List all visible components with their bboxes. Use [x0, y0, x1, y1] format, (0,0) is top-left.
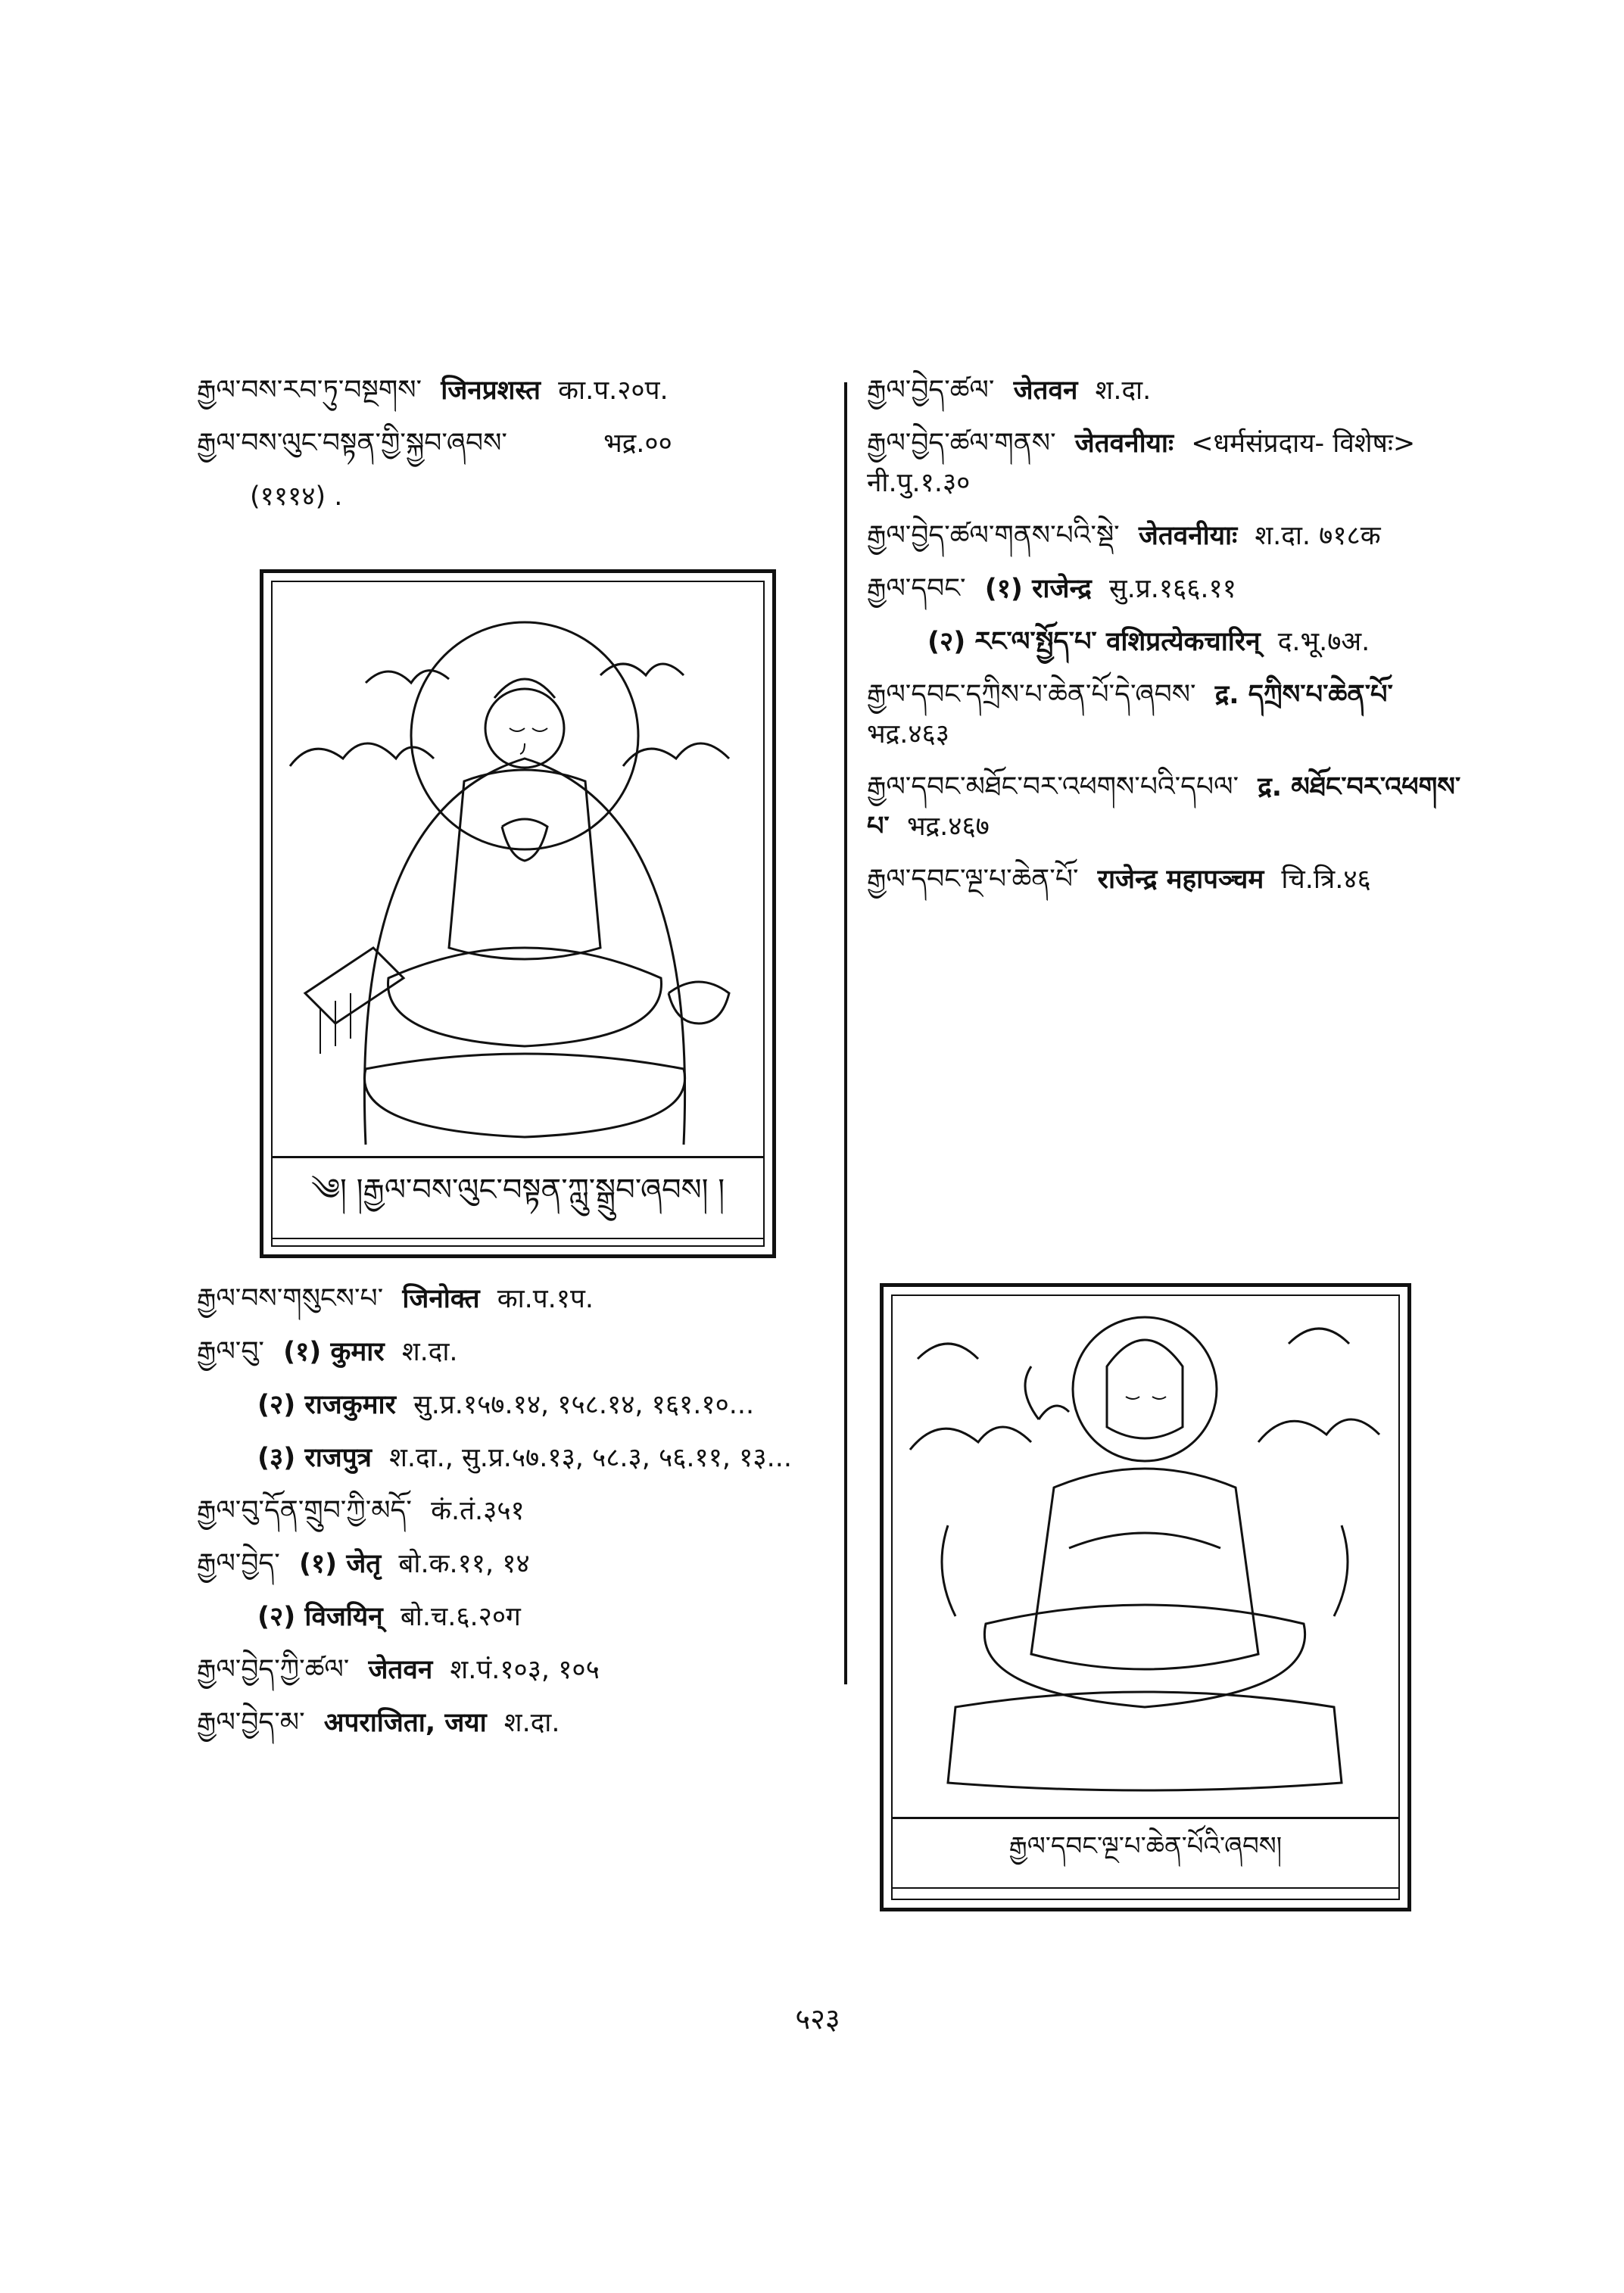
tibetan-headword: རྒྱལ་བྱེད་ཚལ་གནས་པའི་སྡེ་: [867, 520, 1120, 551]
entry-left-2: [197, 424, 833, 463]
reference: श.दा. ७१८क: [1255, 521, 1381, 551]
sanskrit-equivalent: (१) राजेन्द्र: [984, 574, 1092, 604]
reference: श.पं.१०३, १०५: [450, 1655, 600, 1685]
entry-left-4: [197, 1279, 833, 1319]
entry-right-2: [867, 424, 1488, 503]
reference: बो.च.६.२०ग: [400, 1602, 521, 1632]
figure-caption: [891, 1817, 1400, 1889]
deity-illustration: [895, 1298, 1395, 1813]
entry-left-1: [197, 371, 833, 410]
reference: श.दा.: [503, 1708, 560, 1738]
reference: श.दा.: [1095, 375, 1152, 406]
tibetan-headword: རྒྱལ་བྱེད་ཀྱི་ཚལ་: [197, 1654, 350, 1685]
tibetan-headword: རྒྱལ་བྱེད་ཚལ་: [867, 375, 995, 406]
figure-dalai-lama: [880, 1283, 1411, 1911]
sanskrit-equivalent: द्र. མཐོང་བར་འཕགས་པ་: [867, 772, 1461, 842]
sanskrit-equivalent: जेतवनीयाः: [1074, 428, 1174, 459]
reference: भद्र.४६७: [906, 812, 990, 842]
sanskrit-equivalent: अपराजिता, जया: [323, 1708, 487, 1738]
sanskrit-equivalent: जेतवन: [368, 1655, 433, 1685]
entry-right-3: [867, 516, 1488, 556]
figure-nagarjuna: [260, 569, 776, 1258]
sanskrit-equivalent: जेतवनीयाः: [1138, 521, 1238, 551]
entry-right-1: [867, 371, 1488, 410]
left-column: [197, 371, 833, 530]
entry-left-8: [197, 1491, 833, 1531]
page-number: ५२३: [795, 2002, 840, 2036]
entry-right-4: [867, 569, 1488, 609]
reference: भद्र.४६३: [867, 719, 949, 749]
reference: श.दा.: [401, 1337, 458, 1367]
entry-right-6: [867, 675, 1488, 754]
tibetan-headword: རྒྱལ་དབང་དཀྲིས་པ་ཆེན་པོ་དེ་ཞབས་: [867, 679, 1196, 710]
tibetan-headword: རྒྱལ་བྱེད་: [197, 1548, 280, 1579]
left-column-lower: [197, 1279, 833, 1756]
reference: सु.प्र.१६६.११: [1109, 574, 1236, 604]
sanskrit-equivalent: जेतवन: [1013, 375, 1078, 406]
sanskrit-equivalent: (२) རང་ལ་སྤྱོད་པ་ वशिप्रत्येकचारिन्: [927, 627, 1261, 657]
caption-text: རྒྱལ་དབང་ལྔ་པ་ཆེན་པོའི་ཞབས།: [1008, 1831, 1283, 1862]
tibetan-headword: རྒྱལ་བྱེད་མ་: [197, 1707, 305, 1738]
sanskrit-equivalent: द्र. དཀྲིས་པ་ཆེན་པོ་: [1214, 680, 1393, 710]
entry-left-12: [197, 1703, 833, 1743]
sanskrit-equivalent: (३) राजपुत्र: [257, 1443, 372, 1473]
caption-text: ༄། །རྒྱལ་བས་ལུང་བསྟན་ཀླུ་སྒྲུབ་ཞབས། །: [310, 1173, 725, 1207]
sanskrit-equivalent: राजेन्द्र महापञ्चम: [1097, 865, 1264, 895]
sanskrit-equivalent: (१) कुमार: [283, 1337, 385, 1367]
reference: द.भू.७अ.: [1277, 627, 1370, 657]
deity-illustration: [275, 584, 759, 1160]
entry-left-7: [197, 1438, 833, 1478]
tibetan-headword: རྒྱལ་དབང་: [867, 573, 966, 604]
tibetan-headword: རྒྱལ་དབང་ལྔ་པ་ཆེན་པོ་: [867, 864, 1079, 895]
reference: बो.क.११, १४: [398, 1549, 530, 1579]
entry-left-11: [197, 1650, 833, 1690]
reference: (१११४) .: [250, 481, 343, 512]
sanskrit-equivalent: (१) जेतृ: [298, 1549, 382, 1579]
reference: कं.तं.३५१: [431, 1496, 525, 1526]
column-divider: [844, 382, 847, 1684]
entry-right-5: [867, 622, 1488, 662]
sanskrit-equivalent: (२) राजकुमार: [257, 1390, 396, 1420]
tibetan-headword: རྒྱལ་དབང་མཐོང་བར་འཕགས་པའི་དཔལ་: [867, 771, 1239, 802]
entry-right-8: [867, 860, 1488, 899]
reference: चि.त्रि.४६: [1281, 865, 1371, 895]
tibetan-headword: རྒྱལ་བས་གསུངས་པ་: [197, 1283, 384, 1314]
reference: का.प.२०प.: [558, 375, 669, 406]
right-column: [867, 371, 1488, 913]
entry-left-9: [197, 1544, 833, 1584]
tibetan-headword: རྒྱལ་བྱེད་ཚལ་གནས་: [867, 428, 1056, 459]
entry-left-10: [197, 1597, 833, 1637]
tibetan-headword: རྒྱལ་བུ་: [197, 1336, 264, 1367]
tibetan-headword: རྒྱལ་བས་རབ་ཏུ་བསྔགས་: [197, 375, 422, 406]
tibetan-headword: རྒྱལ་བས་ལུང་བསྟན་གྱི་སྐྱབ་ཞབས་: [197, 428, 507, 459]
reference: <धर्मसंप्रदाय- विशेषः> नी.पु.१.३०: [867, 428, 1416, 498]
reference: भद्र.००: [603, 428, 672, 459]
entry-left-6: [197, 1385, 833, 1425]
sanskrit-equivalent: (२) विजयिन्: [257, 1602, 383, 1632]
reference: का.प.१प.: [497, 1284, 594, 1314]
tibetan-headword: རྒྱལ་བུ་དོན་གྲུབ་ཀྱི་མདོ་: [197, 1495, 412, 1526]
entry-left-3: [197, 477, 833, 516]
sanskrit-equivalent: जिनोक्त: [402, 1284, 480, 1314]
reference: सु.प्र.१५७.१४, १५८.१४, १६१.१०...: [413, 1390, 755, 1420]
entry-left-5: [197, 1332, 833, 1372]
reference: श.दा., सु.प्र.५७.१३, ५८.३, ५६.११, १३...: [389, 1443, 792, 1473]
figure-caption: [271, 1156, 765, 1239]
entry-right-7: [867, 768, 1488, 846]
sanskrit-equivalent: जिनप्रशस्त: [441, 375, 541, 406]
